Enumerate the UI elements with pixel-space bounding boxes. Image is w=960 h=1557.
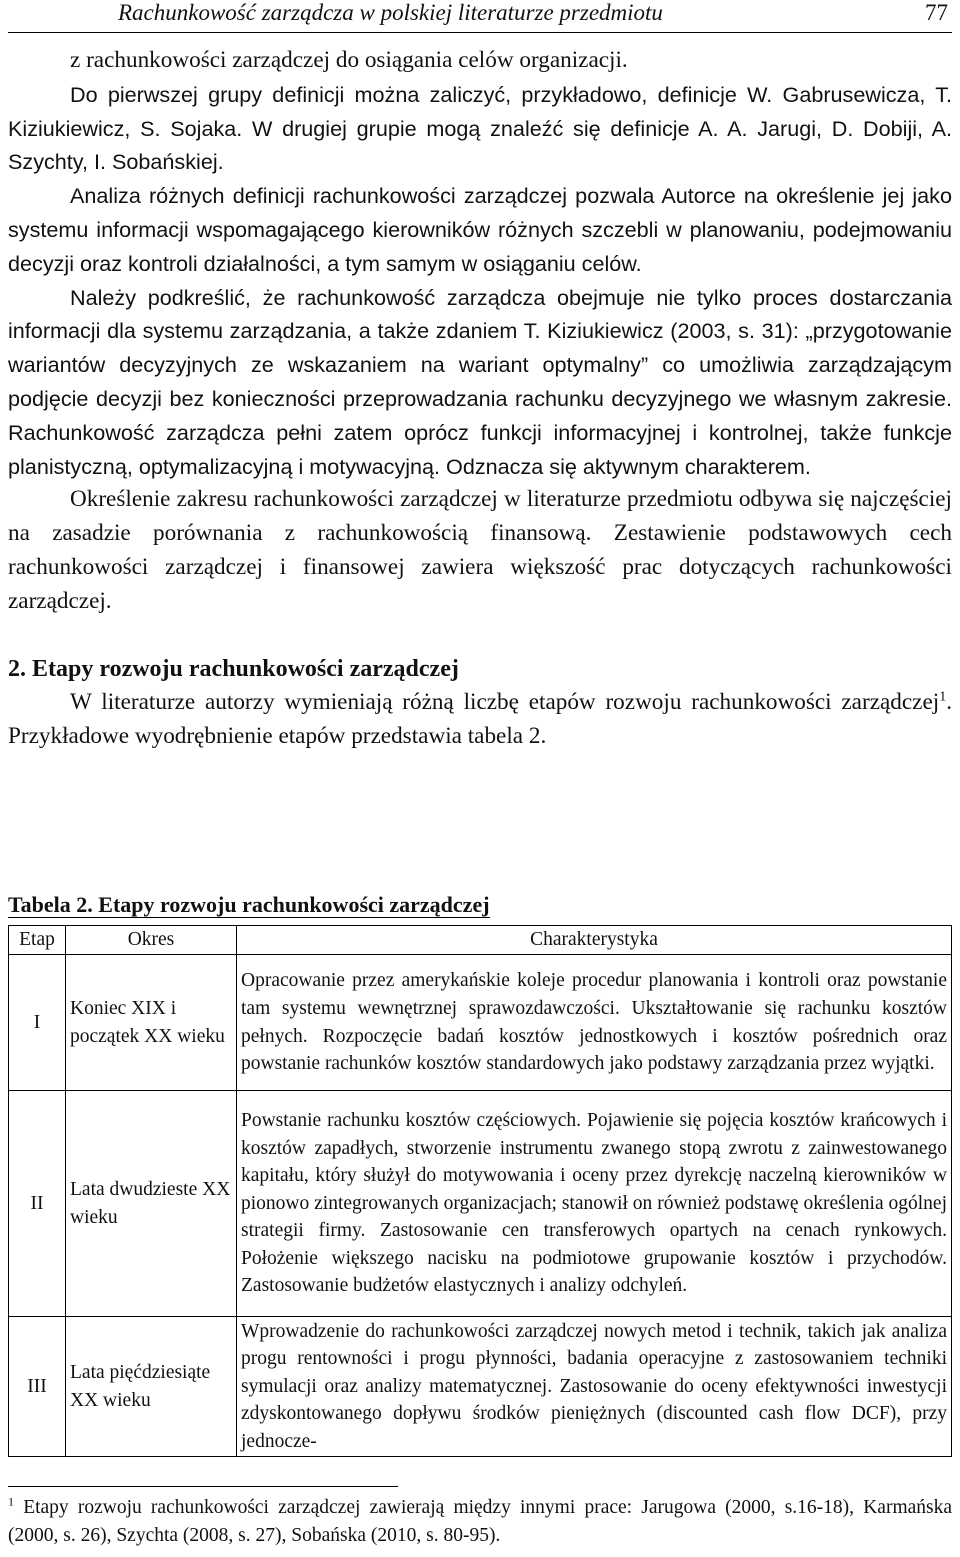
page-number: 77: [925, 0, 948, 25]
cell-opis: Opracowanie przez amerykańskie koleje procedur planowania i kontroli oraz powstanie tam systemu wewnętrznej sprawozdawczości. Ukształtowanie się rachunku kosztów pełnych. Rozpoczęcie badań kosztów jednostkowych i kosztów pośrednich oraz powstanie rachunków kosztów standardowych jako podstawy zarządzania przez wyjątki.: [237, 955, 952, 1091]
table-row: [9, 1317, 952, 1457]
paragraph-gap: [8, 619, 952, 653]
paragraph-5: Określenie zakresu rachunkowości zarządczej w literaturze przedmiotu odbywa się najczęściej na zasadzie porównania z rachunkowością finansową. Zestawienie podstawowych cech rachunkowości zarządczej i finansowej zawiera większość prac dotyczących rachunkowości zarządczej.: [8, 486, 952, 614]
header-charakterystyka: Charakterystyka: [237, 926, 952, 955]
paragraph-1: z rachunkowości zarządczej do osiągania celów organizacji.: [70, 47, 628, 73]
footnote-text: Etapy rozwoju rachunkowości zarządczej zawierają między innymi prace: Jarugowa (2000, s.16-18), Karmańska (2000, s. 26), Szychta (2008, s. 27), Sobańska (2010, s. 80-95).: [8, 1497, 953, 1546]
table-caption-text: Tabela 2. Etapy rozwoju rachunkowości zarządczej: [8, 892, 490, 917]
table-caption: [8, 892, 490, 918]
footnote: [8, 1494, 952, 1550]
footnote-divider: [8, 1486, 398, 1487]
cell-opis: Wprowadzenie do rachunkowości zarządczej nowych metod i technik, takich jak analiza progu rentowności i progu płynności, badania operacyjne z zastosowaniem techniki symulacji oraz analizy matematycznej. Zastosowanie do oceny efektywności inwestycji zdyskontowanego dopływu środków pieniężnych (discounted cash flow DCF), przy jednocze-: [237, 1317, 952, 1457]
stages-table: [8, 925, 952, 1457]
footnote-ref: 1: [939, 689, 947, 705]
section-heading: 2. Etapy rozwoju rachunkowości zarządczej: [8, 655, 459, 682]
paragraph-3: Analiza różnych definicji rachunkowości zarządczej pozwala Autorce na określenie jej jako systemu informacji wspomagającego kierowników różnych szczebli w planowaniu, podejmowaniu decyzji oraz kontroli działalności, a tym samym w osiąganiu celów.: [8, 183, 952, 276]
table-row: [9, 955, 952, 1091]
header-okres: Okres: [66, 926, 237, 955]
running-title: Rachunkowość zarządcza w polskiej literaturze przedmiotu: [118, 0, 663, 25]
section-intro-end: . Przykładowe wyodrębnienie etapów przedstawia tabela 2.: [8, 689, 952, 750]
table-row: [9, 1091, 952, 1317]
header-etap: Etap: [9, 926, 66, 955]
cell-etap: II: [9, 1091, 66, 1317]
cell-etap: III: [9, 1317, 66, 1457]
section-intro: [8, 686, 952, 754]
cell-okres: Lata dwudzieste XX wieku: [66, 1091, 237, 1317]
cell-okres: Lata pięćdziesiąte XX wieku: [66, 1317, 237, 1457]
section-intro-text: W literaturze autorzy wymieniają różną liczbę etapów rozwoju rachunkowości zarządczej: [70, 689, 940, 716]
main-text: [8, 44, 952, 754]
cell-opis: Powstanie rachunku kosztów częściowych. Pojawienie się pojęcia kosztów krańcowych i kosztów zapadłych, stworzenie instrumentu zwanego stopą zwrotu z zainwestowanego kapitału, który służył do motywowania i oceny przez dyrekcję naczelną kierowników w pionowo zintegrowanych organizacjach; stanowił on również podstawę określenia ogólnej strategii firmy. Zastosowanie cen transferowych opartych na cenach rynkowych. Położenie większego nacisku na podmiotowe grupowanie kosztów i przychodów. Zastosowanie budżetów elastycznych i analizy odchyleń.: [237, 1091, 952, 1317]
paragraph-2: Do pierwszej grupy definicji można zaliczyć, przykładowo, definicje W. Gabrusewicza, T. Kiziukiewicz, S. Sojaka. W drugiej grupie mogą znaleźć się definicje A. A. Jarugi, D. Dobiji, A. Szychty, I. Sobańskiej.: [8, 81, 952, 175]
cell-okres: Koniec XIX i początek XX wieku: [66, 955, 237, 1091]
cell-etap: I: [9, 955, 66, 1091]
table-header-row: [9, 926, 952, 955]
footnote-number: 1: [8, 1494, 14, 1509]
running-header: [8, 0, 952, 33]
paragraph-4: Należy podkreślić, że rachunkowość zarządcza obejmuje nie tylko proces dostarczania informacji dla systemu zarządzania, a także zdaniem T. Kiziukiewicz (2003, s. 31): „przygotowanie wariantów decyzyjnych ze wskazaniem na wariant optymalny” co umożliwia zarządzającym podjęcie decyzji bez konieczności przeprowadzania rachunku decyzyjnego we własnym zakresie. Rachunkowość zarządcza pełni zatem oprócz funkcji informacyjnej i kontrolnej, także funkcje planistyczną, optymalizacyjną i motywacyjną. Odznacza się aktywnym charakterem.: [8, 284, 952, 479]
